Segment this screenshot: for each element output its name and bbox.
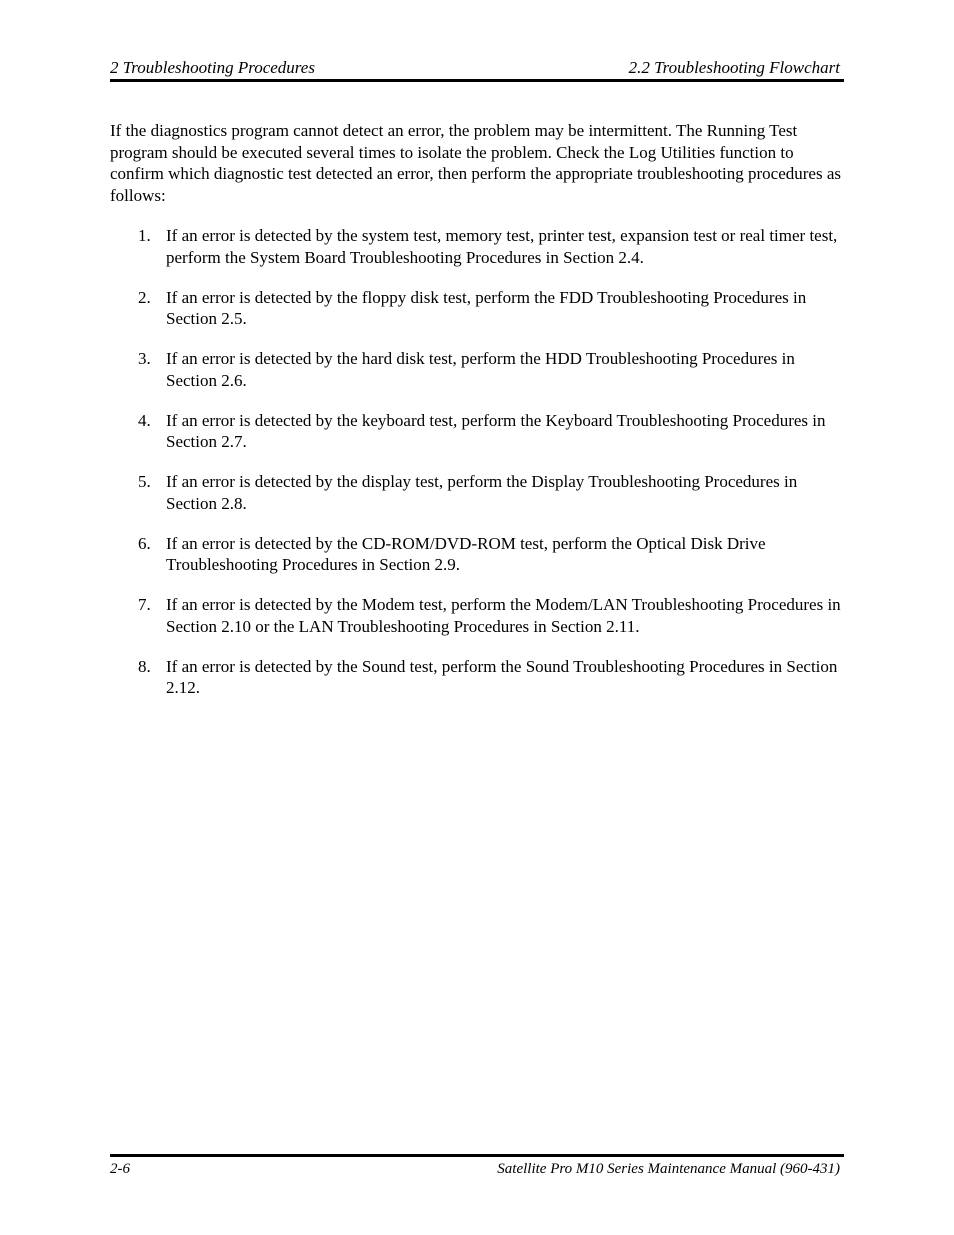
step-text: If an error is detected by the system test, memory test, printer test, expansion test or real timer test, perform the System Board Troubleshooting Procedures in Section 2.4. xyxy=(166,226,838,267)
page-footer xyxy=(110,1158,840,1180)
procedure-step-8 xyxy=(110,656,845,699)
procedure-step-2 xyxy=(110,287,845,330)
step-text: If an error is detected by the Modem test, perform the Modem/LAN Troubleshooting Procedures in Section 2.10 or the LAN Troubleshooting Procedures in Section 2.11. xyxy=(166,595,841,636)
step-number: 5. xyxy=(138,472,151,491)
procedure-step-4 xyxy=(110,410,845,453)
step-number: 1. xyxy=(138,226,151,245)
step-number: 7. xyxy=(138,595,151,614)
header-chapter-title: 2 Troubleshooting Procedures xyxy=(110,58,315,77)
procedure-step-1 xyxy=(110,225,845,268)
step-number: 3. xyxy=(138,349,151,368)
step-text: If an error is detected by the display test, perform the Display Troubleshooting Procedures in Section 2.8. xyxy=(166,472,798,513)
footer-rule xyxy=(110,1154,844,1157)
step-number: 8. xyxy=(138,656,151,676)
step-text: If an error is detected by the CD-ROM/DVD-ROM test, perform the Optical Disk Drive Troubleshooting Procedures in Section 2.9. xyxy=(166,533,766,574)
page-number: 2-6 xyxy=(110,1161,130,1177)
procedure-list xyxy=(110,225,845,717)
header-rule xyxy=(110,79,844,82)
step-text: If an error is detected by the floppy disk test, perform the FDD Troubleshooting Procedures in Section 2.5. xyxy=(166,287,807,328)
manual-title: Satellite Pro M10 Series Maintenance Manual (960-431) xyxy=(497,1161,840,1177)
page-header xyxy=(110,56,840,80)
step-number: 4. xyxy=(138,410,151,430)
procedure-step-5 xyxy=(110,471,845,514)
step-text: If an error is detected by the Sound test, perform the Sound Troubleshooting Procedures in Section 2.12. xyxy=(166,656,838,697)
step-text: If an error is detected by the hard disk test, perform the HDD Troubleshooting Procedures in Section 2.6. xyxy=(166,349,795,390)
step-number: 6. xyxy=(138,533,151,553)
procedure-step-3 xyxy=(110,348,845,391)
step-number: 2. xyxy=(138,287,151,307)
step-text: If an error is detected by the keyboard test, perform the Keyboard Troubleshooting Procedures in Section 2.7. xyxy=(166,410,826,451)
procedure-step-7 xyxy=(110,594,845,637)
procedure-step-6 xyxy=(110,533,845,576)
intro-paragraph: If the diagnostics program cannot detect an error, the problem may be intermittent. The Running Test program should be executed several times to isolate the problem. Check the Log Utilities function to confirm which diagnostic test detected an error, then perform the appropriate troubleshooting procedures as follows: xyxy=(110,121,842,205)
header-section-title: 2.2 Troubleshooting Flowchart xyxy=(628,58,840,77)
